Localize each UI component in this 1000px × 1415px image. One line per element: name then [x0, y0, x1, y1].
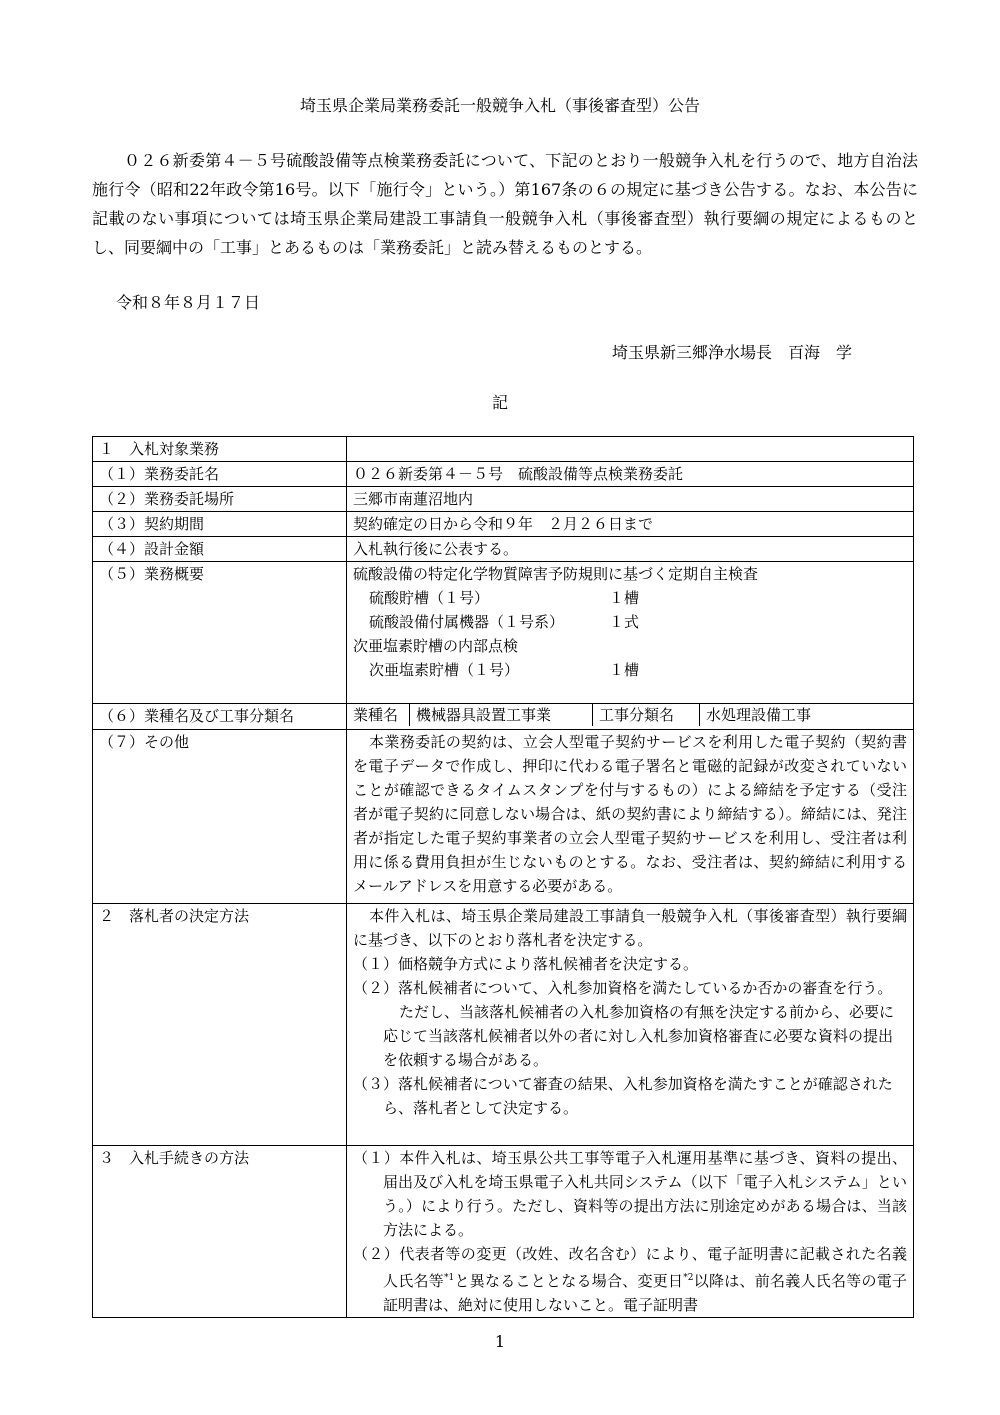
signer: 埼玉県新三郷浄水場長 百海 学 [612, 343, 853, 362]
row-value [347, 562, 914, 704]
category-value: 機械器具設置工事業 [410, 704, 593, 726]
overview-line: 次亜塩素貯槽の内部点検 [353, 637, 519, 655]
row-label: （３）契約期間 [93, 512, 347, 537]
row-label: （１）業務委託名 [93, 462, 347, 487]
table-row [93, 512, 914, 537]
row-value [347, 904, 914, 1146]
row-value: 三郷市南蓮沼地内 [347, 487, 914, 512]
row-value: 入札執行後に公表する。 [347, 537, 914, 562]
s2-intro: 本件入札は、埼玉県企業局建設工事請負一般競争入札（事後審査型）執行要綱に基づき、以下のとおり落札者を決定する。 [353, 907, 907, 949]
row-label: （７）その他 [93, 730, 347, 904]
s2-item: （１）価格競争方式により落札候補者を決定する。 [353, 955, 699, 973]
category-cell [347, 704, 914, 730]
row-value [347, 730, 914, 904]
s2-item: （２）落札候補者について、入札参加資格を満たしているか否かの審査を行う。 [353, 979, 893, 997]
section-3-label: ３ 入札手続きの方法 [93, 1146, 347, 1318]
overview-line: 硫酸設備付属機器（１号系） [369, 613, 565, 631]
category-label: 業種名 [347, 704, 410, 726]
table-row [93, 1146, 914, 1318]
row-label: （６）業種名及び工事分類名 [93, 704, 347, 730]
row-label: （４）設計金額 [93, 537, 347, 562]
row-value: 契約確定の日から令和９年 ２月２６日まで [347, 512, 914, 537]
table-row [93, 730, 914, 904]
row-value: ０２６新委第４－５号 硫酸設備等点検業務委託 [347, 462, 914, 487]
s3-item: （１）本件入札は、埼玉県公共工事等電子入札運用基準に基づき、資料の提出、届出及び入札を埼玉県電子入札共同システム（以下「電子入札システム」という。）により行う。ただし、資料等の提出方法に別途定めがある場合は、当該方法による。 [353, 1149, 907, 1239]
other-text: 本業務委託の契約は、立会人型電子契約サービスを利用した電子契約（契約書を電子データで作成し、押印に代わる電子署名と電磁的記録が改変されていないことが確認できるタイムスタンプを付与するもの）による締結を予定する（受注者が電子契約に同意しない場合は、紙の契約書により締結する）。締結には、発注者が指定した電子契約事業者の立会人型電子契約サービスを利用し、受注者は利用に係る費用負担が生じないものとする。なお、受注者は、契約締結に利用するメールアドレスを用意する必要がある。 [353, 733, 907, 895]
table-row [93, 537, 914, 562]
s2-item: （３）落札候補者について審査の結果、入札参加資格を満たすことが確認されたら、落札者として決定する。 [353, 1075, 893, 1117]
row-label: （５）業務概要 [93, 562, 347, 704]
overview-qty: １槽 [609, 661, 640, 679]
s3-item: （２）代表者等の変更（改姓、改名含む）により、電子証明書に記載された名義人氏名等$^{*1}$と異なることとなる場合、変更日$^{*2}$以降は、前名義人氏名等の電子証明書は、絶対に使用しないこと。電子証明書 [353, 1245, 907, 1314]
notice-table [92, 436, 914, 1318]
table-row [93, 437, 914, 462]
table-row [93, 462, 914, 487]
s2-item-note: ただし、当該落札候補者の入札参加資格の有無を決定する前から、必要に応じて当該落札候補者以外の者に対し入札参加資格審査に必要な資料の提出を依頼する場合がある。 [383, 1003, 895, 1069]
row-label: （２）業務委託場所 [93, 487, 347, 512]
table-row [93, 562, 914, 704]
page-number: 1 [494, 1332, 506, 1351]
classification-label: 工事分類名 [593, 704, 700, 726]
notice-date: 令和８年８月１７日 [116, 293, 261, 312]
table-row [93, 487, 914, 512]
intro-paragraph: ０２６新委第４－５号硫酸設備等点検業務委託について、下記のとおり一般競争入札を行うので、地方自治法施行令（昭和22年政令第16号。以下「施行令」という。）第167条の６の規定に基づき公告する。なお、本公告に記載のない事項については埼玉県企業局建設工事請負一般競争入札（事後審査型）執行要綱の規定によるものとし、同要綱中の「工事」とあるものは「業務委託」と読み替えるものとする。 [92, 151, 918, 257]
table-row [93, 904, 914, 1146]
section-2-label: ２ 落札者の決定方法 [93, 904, 347, 1146]
section-1-label: １ 入札対象業務 [93, 437, 347, 462]
overview-qty: １式 [609, 613, 640, 631]
classification-value: 水処理設備工事 [706, 706, 812, 724]
table-row [93, 704, 914, 730]
page-title: 埼玉県企業局業務委託一般競争入札（事後審査型）公告 [299, 96, 700, 115]
overview-line: 硫酸設備の特定化学物質障害予防規則に基づく定期自主検査 [353, 565, 759, 583]
row-value [347, 1146, 914, 1318]
overview-qty: １槽 [609, 589, 640, 607]
ki-heading: 記 [491, 393, 508, 412]
overview-line: 次亜塩素貯槽（１号） [369, 661, 520, 679]
overview-line: 硫酸貯槽（１号） [369, 589, 490, 607]
